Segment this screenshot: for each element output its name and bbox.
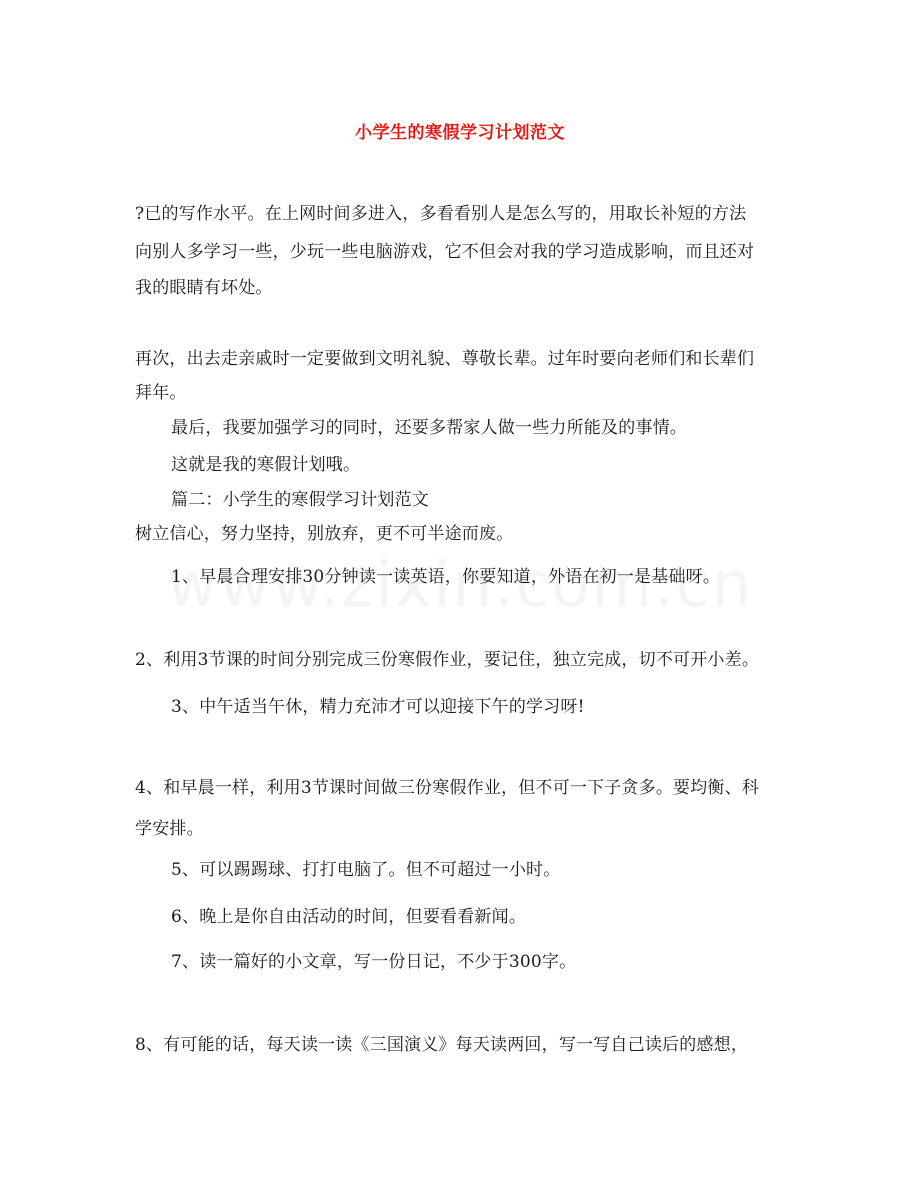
list-item: 6、晚上是你自由活动的时间，但要看看新闻。 bbox=[171, 907, 527, 927]
list-item: 7、读一篇好的小文章，写一份日记，不少于300字。 bbox=[171, 952, 577, 972]
document-title: 小学生的寒假学习计划范文 bbox=[355, 123, 565, 143]
list-item: 1、早晨合理安排30分钟读一读英语，你要知道，外语在初一是基础呀。 bbox=[171, 567, 721, 587]
list-item: 8、有可能的话，每天读一读《三国演义》每天读两回，写一写自己读后的感想， bbox=[135, 1035, 749, 1055]
paragraph-line: 学安排。 bbox=[135, 819, 204, 839]
paragraph-line: 拜年。 bbox=[135, 383, 187, 403]
list-item: 5、可以踢踢球、打打电脑了。但不可超过一小时。 bbox=[171, 860, 561, 880]
paragraph-line: ?已的写作水平。在上网时间多进入，多看看别人是怎么写的，用取长补短的方法 bbox=[135, 204, 747, 224]
paragraph-line: 再次，出去走亲戚时一定要做到文明礼貌、尊敬长辈。过年时要向老师们和长辈们 bbox=[135, 349, 755, 369]
list-item: 2、利用3节课的时间分别完成三份寒假作业，要记住，独立完成，切不可开小差。 bbox=[135, 650, 760, 670]
paragraph-line: 向别人多学习一些，少玩一些电脑游戏，它不但会对我的学习造成影响，而且还对 bbox=[135, 242, 755, 262]
paragraph-line: 我的眼睛有坏处。 bbox=[135, 278, 273, 298]
list-item: 4、和早晨一样，利用3节课时间做三份寒假作业，但不可一下子贪多。要均衡、科 bbox=[135, 778, 760, 798]
section-heading: 篇二：小学生的寒假学习计划范文 bbox=[171, 490, 429, 510]
paragraph-line: 这就是我的寒假计划哦。 bbox=[171, 455, 361, 475]
paragraph-line: 最后，我要加强学习的同时，还要多帮家人做一些力所能及的事情。 bbox=[171, 418, 687, 438]
list-item: 3、中午适当午休，精力充沛才可以迎接下午的学习呀! bbox=[171, 697, 585, 717]
paragraph-line: 树立信心，努力坚持，别放弃，更不可半途而废。 bbox=[135, 524, 514, 544]
